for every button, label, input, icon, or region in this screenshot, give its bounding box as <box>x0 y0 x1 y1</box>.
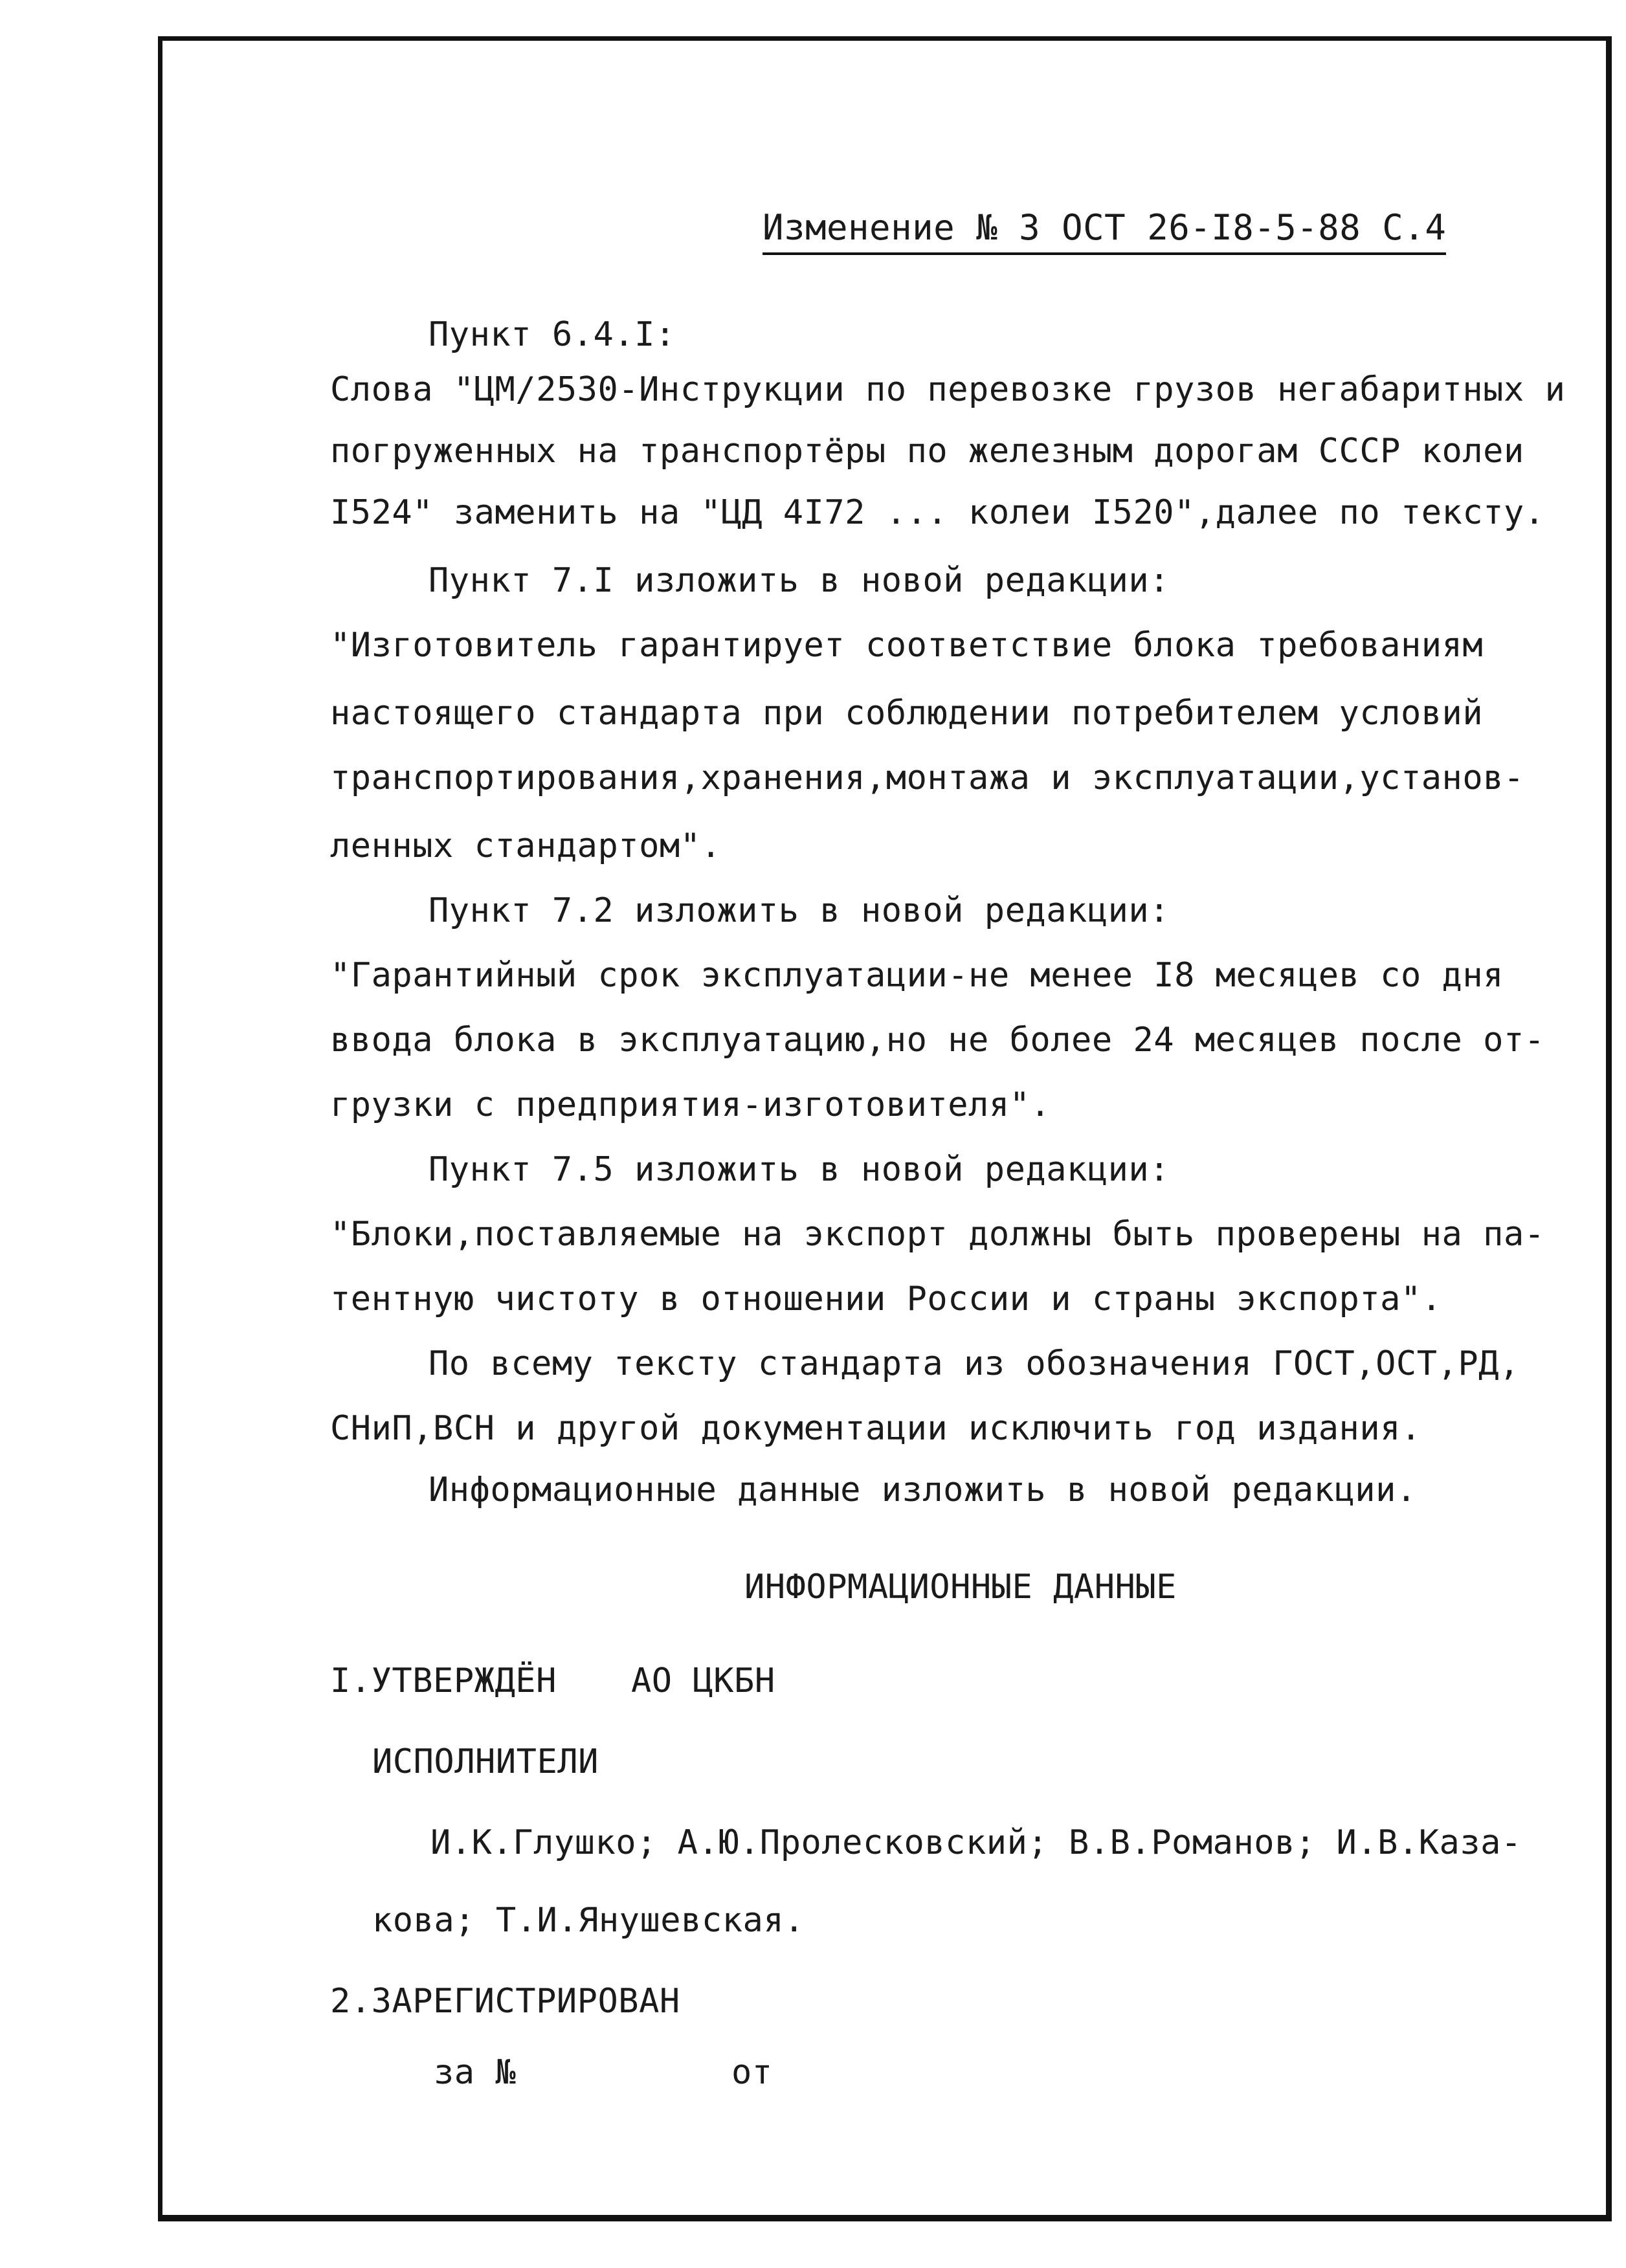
clause-7-1-line-4: ленных стандартом". <box>330 827 722 865</box>
registration-date-label: от <box>731 2053 773 2092</box>
approved-organization: АО ЦКБН <box>631 1662 775 1700</box>
clause-7-2-line-1: "Гарантийный срок эксплуатации-не менее I8 месяцев со дня <box>330 956 1504 995</box>
info-data-title: ИНФОРМАЦИОННЫЕ ДАННЫЕ <box>744 1568 1177 1606</box>
standard-designations-line-2: СНиП,ВСН и другой документации исключить год издания. <box>330 1409 1421 1448</box>
executors-label: ИСПОЛНИТЕЛИ <box>372 1742 599 1781</box>
registration-number-label: за № <box>434 2053 517 2092</box>
registered-label: 2.ЗАРЕГИСТРИРОВАН <box>330 1982 680 2021</box>
clause-7-1-line-3: транспортирования,хранения,монтажа и эксплуатации,установ- <box>330 759 1524 797</box>
clause-7-2-label: Пункт 7.2 изложить в новой редакции: <box>429 891 1170 930</box>
clause-7-1-line-1: "Изготовитель гарантирует соответствие блока требованиям <box>330 626 1484 665</box>
clause-6-4-1-line-1: Слова "ЦМ/2530-Инструкции по перевозке грузов негабаритных и <box>330 370 1566 409</box>
clause-7-5-line-1: "Блоки,поставляемые на экспорт должны быть проверены на па- <box>330 1215 1545 1254</box>
page-header: Изменение № 3 ОСТ 26-I8-5-88 С.4 <box>763 207 1446 255</box>
standard-designations-line-1: По всему тексту стандарта из обозначения ГОСТ,ОСТ,РД, <box>429 1344 1520 1383</box>
clause-7-1-label: Пункт 7.I изложить в новой редакции: <box>429 561 1170 600</box>
clause-6-4-1-label: Пункт 6.4.I: <box>429 315 676 354</box>
document-border <box>158 36 1612 2221</box>
executors-list-line-2: кова; Т.И.Янушевская. <box>372 1901 805 1940</box>
clause-6-4-1-line-3: I524" заменить на "ЦД 4I72 ... колеи I520",далее по тексту. <box>330 493 1545 532</box>
approved-label: I.УТВЕРЖДЁН <box>330 1662 557 1700</box>
clause-7-5-line-2: тентную чистоту в отношении России и страны экспорта". <box>330 1280 1442 1318</box>
clause-6-4-1-line-2: погруженных на транспортёры по железным дорогам СССР колеи <box>330 432 1524 471</box>
clause-7-2-line-3: грузки с предприятия-изготовителя". <box>330 1085 1051 1124</box>
executors-list-line-1: И.К.Глушко; А.Ю.Пролесковский; В.В.Романов; И.В.Каза- <box>430 1823 1522 1862</box>
clause-7-1-line-2: настоящего стандарта при соблюдении потребителем условий <box>330 694 1484 733</box>
clause-7-2-line-2: ввода блока в эксплуатацию,но не более 24 месяцев после от- <box>330 1021 1545 1060</box>
info-data-instruction: Информационные данные изложить в новой редакции. <box>429 1471 1417 1509</box>
clause-7-5-label: Пункт 7.5 изложить в новой редакции: <box>429 1150 1170 1189</box>
